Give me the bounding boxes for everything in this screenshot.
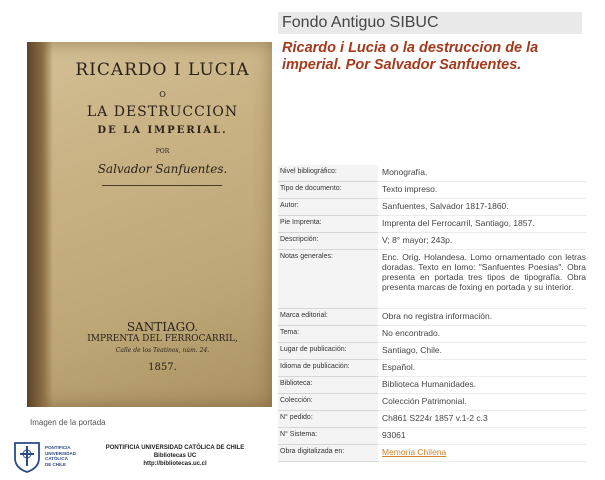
cover-city: SANTIAGO.: [126, 320, 199, 334]
cover-o: O: [159, 90, 166, 99]
field-label: Descripción:: [278, 233, 378, 250]
footer-university: PONTIFICIA UNIVERSIDAD CATÓLICA DE CHILE: [105, 445, 245, 451]
field-label: Notas generales:: [278, 250, 378, 309]
table-row: [278, 326, 586, 343]
field-value: Santiago, Chile.: [378, 343, 586, 360]
page-title: Fondo Antiguo SIBUC: [278, 12, 582, 34]
table-row: [278, 250, 586, 309]
cover-rule: [102, 185, 222, 186]
field-label: Tipo de documento:: [278, 182, 378, 199]
cover-spine-edge: [27, 42, 53, 407]
cover-por: POR: [155, 148, 170, 155]
field-value: No encontrado.: [378, 326, 586, 343]
table-row: [278, 377, 586, 394]
footer-credits: [100, 444, 250, 468]
field-label: Pie Imprenta:: [278, 216, 378, 233]
logo-wordmark: PONTIFICIA UNIVERSIDAD CATÓLICA DE CHILE: [45, 445, 77, 467]
field-value: Ch861 S224r 1857 v.1-2 c.3: [378, 411, 586, 428]
cover-year: 1857.: [148, 362, 177, 373]
table-row: [278, 165, 586, 182]
field-label: Autor:: [278, 199, 378, 216]
table-row: [278, 182, 586, 199]
table-row: [278, 411, 586, 428]
footer-library: Bibliotecas UC: [153, 453, 197, 459]
field-label: Biblioteca:: [278, 377, 378, 394]
field-value: V; 8° mayor; 243p.: [378, 233, 586, 250]
field-label: Idioma de publicación:: [278, 360, 378, 377]
field-value: Sanfuentes, Salvador 1817-1860.: [378, 199, 586, 216]
metadata-table: [278, 165, 586, 462]
table-row: [278, 233, 586, 250]
field-label: N° pedido:: [278, 411, 378, 428]
table-row: [278, 428, 586, 445]
field-value-link-cell: [378, 445, 586, 462]
field-value: Imprenta del Ferrocarril, Santiago, 1857.: [378, 216, 586, 233]
field-label: Colección:: [278, 394, 378, 411]
cover-author: Salvador Sanfuentes.: [97, 162, 228, 176]
table-row: [278, 394, 586, 411]
table-row: [278, 360, 586, 377]
table-row: [278, 343, 586, 360]
field-value: Enc. Orig. Holandesa. Lomo ornamentado con letras doradas. Texto en lomo: "Sanfuentes Poesias". Obra presenta en portada tres tipos de tipografía. Obra presenta marcas de foxing en portada y su interior.: [378, 250, 586, 309]
cover-caption: Imagen de la portada: [30, 418, 106, 427]
footer-url[interactable]: http://bibliotecas.uc.cl: [143, 461, 207, 467]
cover-subtitle-2: DE LA IMPERIAL.: [97, 125, 228, 136]
field-value: Español.: [378, 360, 586, 377]
table-row: [278, 309, 586, 326]
field-label: Lugar de publicación:: [278, 343, 378, 360]
field-label: Nivel bibliográfico:: [278, 165, 378, 182]
cover-address: Calle de los Teatinos, núm. 24.: [115, 347, 210, 354]
field-label: Tema:: [278, 326, 378, 343]
table-row: [278, 445, 586, 462]
table-row: [278, 199, 586, 216]
field-value: Texto impreso.: [378, 182, 586, 199]
field-value: 93061: [378, 428, 586, 445]
field-value: Obra no registra información.: [378, 309, 586, 326]
field-label: N° Sistema:: [278, 428, 378, 445]
memoria-chilena-link[interactable]: Memoria Chilena: [382, 447, 447, 457]
field-value: Biblioteca Humanidades.: [378, 377, 586, 394]
cover-image: [27, 42, 272, 407]
cover-subtitle: LA DESTRUCCION: [86, 104, 239, 120]
cover-title: RICARDO I LUCIA: [75, 60, 250, 80]
field-label: Obra digitalizada en:: [278, 445, 378, 462]
field-value: Monografía.: [378, 165, 586, 182]
record-title: Ricardo i Lucia o la destruccion de la imperial. Por Salvador Sanfuentes.: [282, 40, 539, 73]
university-shield-icon: [12, 440, 42, 474]
table-row: [278, 216, 586, 233]
field-value: Colección Patrimonial.: [378, 394, 586, 411]
cover-printer: IMPRENTA DEL FERROCARRIL,: [87, 334, 238, 344]
field-label: Marca editorial:: [278, 309, 378, 326]
